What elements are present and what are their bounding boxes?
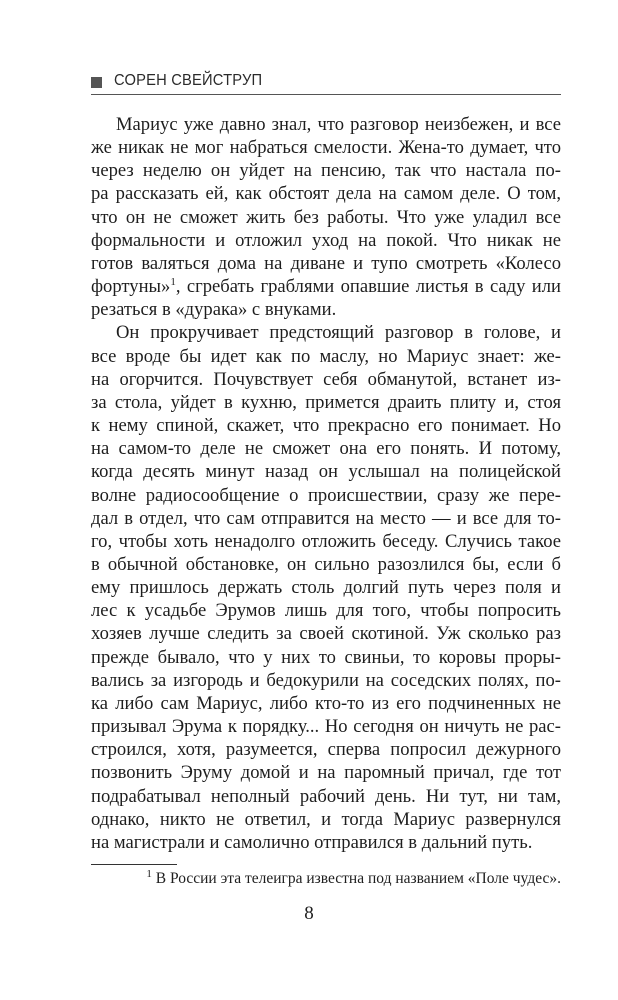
text-line: го, чтобы хоть ненадолго отложить беседу. Случись такое bbox=[91, 530, 561, 552]
text-line: же никак не мог набраться смелости. Жена-то думает, что bbox=[91, 137, 561, 159]
text-line: за стола, уйдет в кухню, примется драить плиту и, стоя bbox=[91, 391, 561, 413]
header-square-icon bbox=[91, 77, 102, 88]
text-line: позвонить Эруму домой и на паромный причал, где тот bbox=[91, 762, 561, 784]
text-line: прежде бывало, что у них то свиньи, то коровы проры- bbox=[91, 646, 561, 668]
text-line: ему пришлось держать столь долгий путь через поля и bbox=[91, 577, 561, 599]
text-line: к нему спиной, скажет, что прекрасно его понимает. Но bbox=[91, 415, 561, 437]
text-line: резаться в «дурака» с внуками. bbox=[91, 299, 337, 321]
footnote-text: В России эта телеигра известна под названием «Поле чудес». bbox=[151, 870, 561, 887]
text-line: на огорчится. Почувствует себя обманутой, встанет из- bbox=[91, 368, 561, 390]
page-number: 8 bbox=[304, 903, 314, 924]
footnote-reference: 1 bbox=[170, 275, 176, 288]
text-line: на самом-то деле не сможет она его понять. И потому, bbox=[91, 438, 561, 460]
footnote bbox=[91, 867, 561, 888]
text-line: призывал Эрума к порядку... Но сегодня он ничуть не рас- bbox=[91, 716, 561, 738]
text-line: когда десять минут назад он услышал на полицейской bbox=[91, 461, 561, 483]
paragraph bbox=[91, 321, 561, 854]
text-line: волне радиосообщение о происшествии, сразу же пере- bbox=[91, 484, 561, 506]
text-line: все вроде бы идет как по маслу, но Мариус знает: же- bbox=[91, 345, 561, 367]
text-line: вались за изгородь и бедокурили на соседских полях, по- bbox=[91, 669, 561, 691]
paragraph bbox=[91, 113, 561, 321]
text-line: готов валяться дома на диване и тупо смотреть «Колесо bbox=[91, 252, 561, 274]
text-line: подрабатывал неполный рабочий день. Ни тут, ни там, bbox=[91, 785, 561, 807]
text-line: ра рассказать ей, как обстоят дела на самом деле. О том, bbox=[91, 183, 561, 205]
text-line: формальности и отложил уход на покой. Что никак не bbox=[91, 229, 561, 251]
text-line: строился, хотя, разумеется, сперва попросил дежурного bbox=[91, 739, 561, 761]
text-line: однако, никто не ответил, и тогда Мариус развернулся bbox=[91, 808, 561, 830]
text-line: хозяев лучше следить за своей скотиной. Уж сколько раз bbox=[91, 623, 561, 645]
text-line: через неделю он уйдет на пенсию, так что настала по- bbox=[91, 160, 561, 182]
text-line: Мариус уже давно знал, что разговор неизбежен, и все bbox=[116, 114, 561, 135]
text-line: Он прокручивает предстоящий разговор в голове, и bbox=[116, 322, 561, 344]
text-line: фортуны»$^1$, сгребать граблями опавшие листья в саду или bbox=[91, 275, 561, 298]
text-line: в обычной обстановке, он сильно разозлился бы, если б bbox=[91, 553, 561, 575]
text-line: дал в отдел, что сам отправится на место — и все для то- bbox=[91, 507, 561, 529]
body-text bbox=[91, 113, 561, 854]
text-line: на магистрали и самолично отправился в дальний путь. bbox=[91, 831, 533, 853]
text-line: ка либо сам Мариус, либо кто-то из его подчиненных не bbox=[91, 692, 561, 714]
text-line: что он не сможет жить без работы. Что уже уладил все bbox=[91, 206, 561, 228]
text-line: лес к усадьбе Эрумов лишь для того, чтобы попросить bbox=[91, 600, 561, 622]
footnote-marker: 1 bbox=[146, 867, 152, 880]
running-header-title: СОРЕН СВЕЙСТРУП bbox=[114, 72, 263, 89]
footnote-divider bbox=[91, 864, 177, 865]
running-header bbox=[91, 72, 561, 95]
